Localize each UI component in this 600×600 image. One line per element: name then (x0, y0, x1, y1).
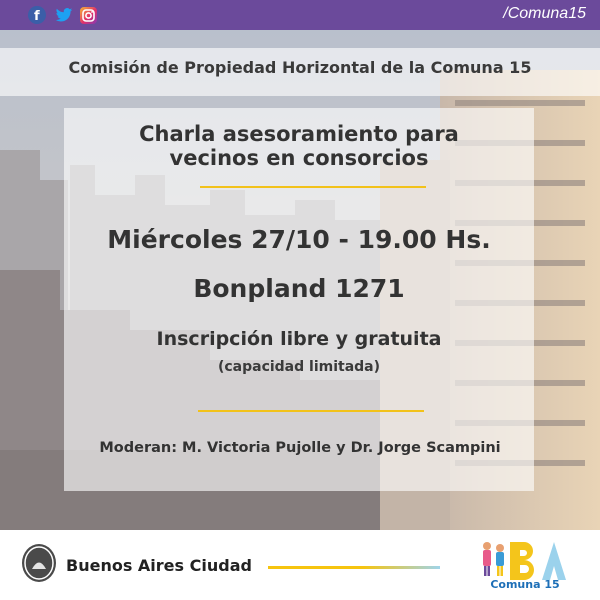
city-brand: Buenos Aires Ciudad (66, 556, 252, 575)
instagram-icon[interactable] (80, 7, 97, 24)
footer-line (268, 566, 440, 569)
moderators: Moderan: M. Victoria Pujolle y Dr. Jorge Scampini (99, 440, 501, 456)
footer (0, 530, 600, 600)
event-title-line-2: vecinos en consorcios (169, 146, 429, 170)
event-datetime: Miércoles 27/10 - 19.00 Hs. (107, 225, 491, 254)
capacity-note: (capacidad limitada) (217, 359, 381, 375)
svg-text:f: f (34, 9, 40, 24)
info-divider (198, 410, 424, 412)
city-seal-icon (22, 544, 56, 582)
event-address: Bonpland 1271 (193, 274, 405, 303)
top-bar (0, 0, 600, 30)
social-handle[interactable]: /Comuna15 (503, 5, 586, 22)
commission-title: Comisión de Propiedad Horizontal de la Comuna 15 (68, 58, 532, 77)
comuna-label: Comuna 15 (490, 578, 560, 591)
facebook-icon[interactable] (28, 6, 46, 24)
title-divider (200, 186, 426, 188)
twitter-icon[interactable] (55, 6, 73, 24)
registration-info: Inscripción libre y gratuita (156, 328, 442, 350)
event-title-line-1: Charla asesoramiento para (139, 122, 459, 146)
